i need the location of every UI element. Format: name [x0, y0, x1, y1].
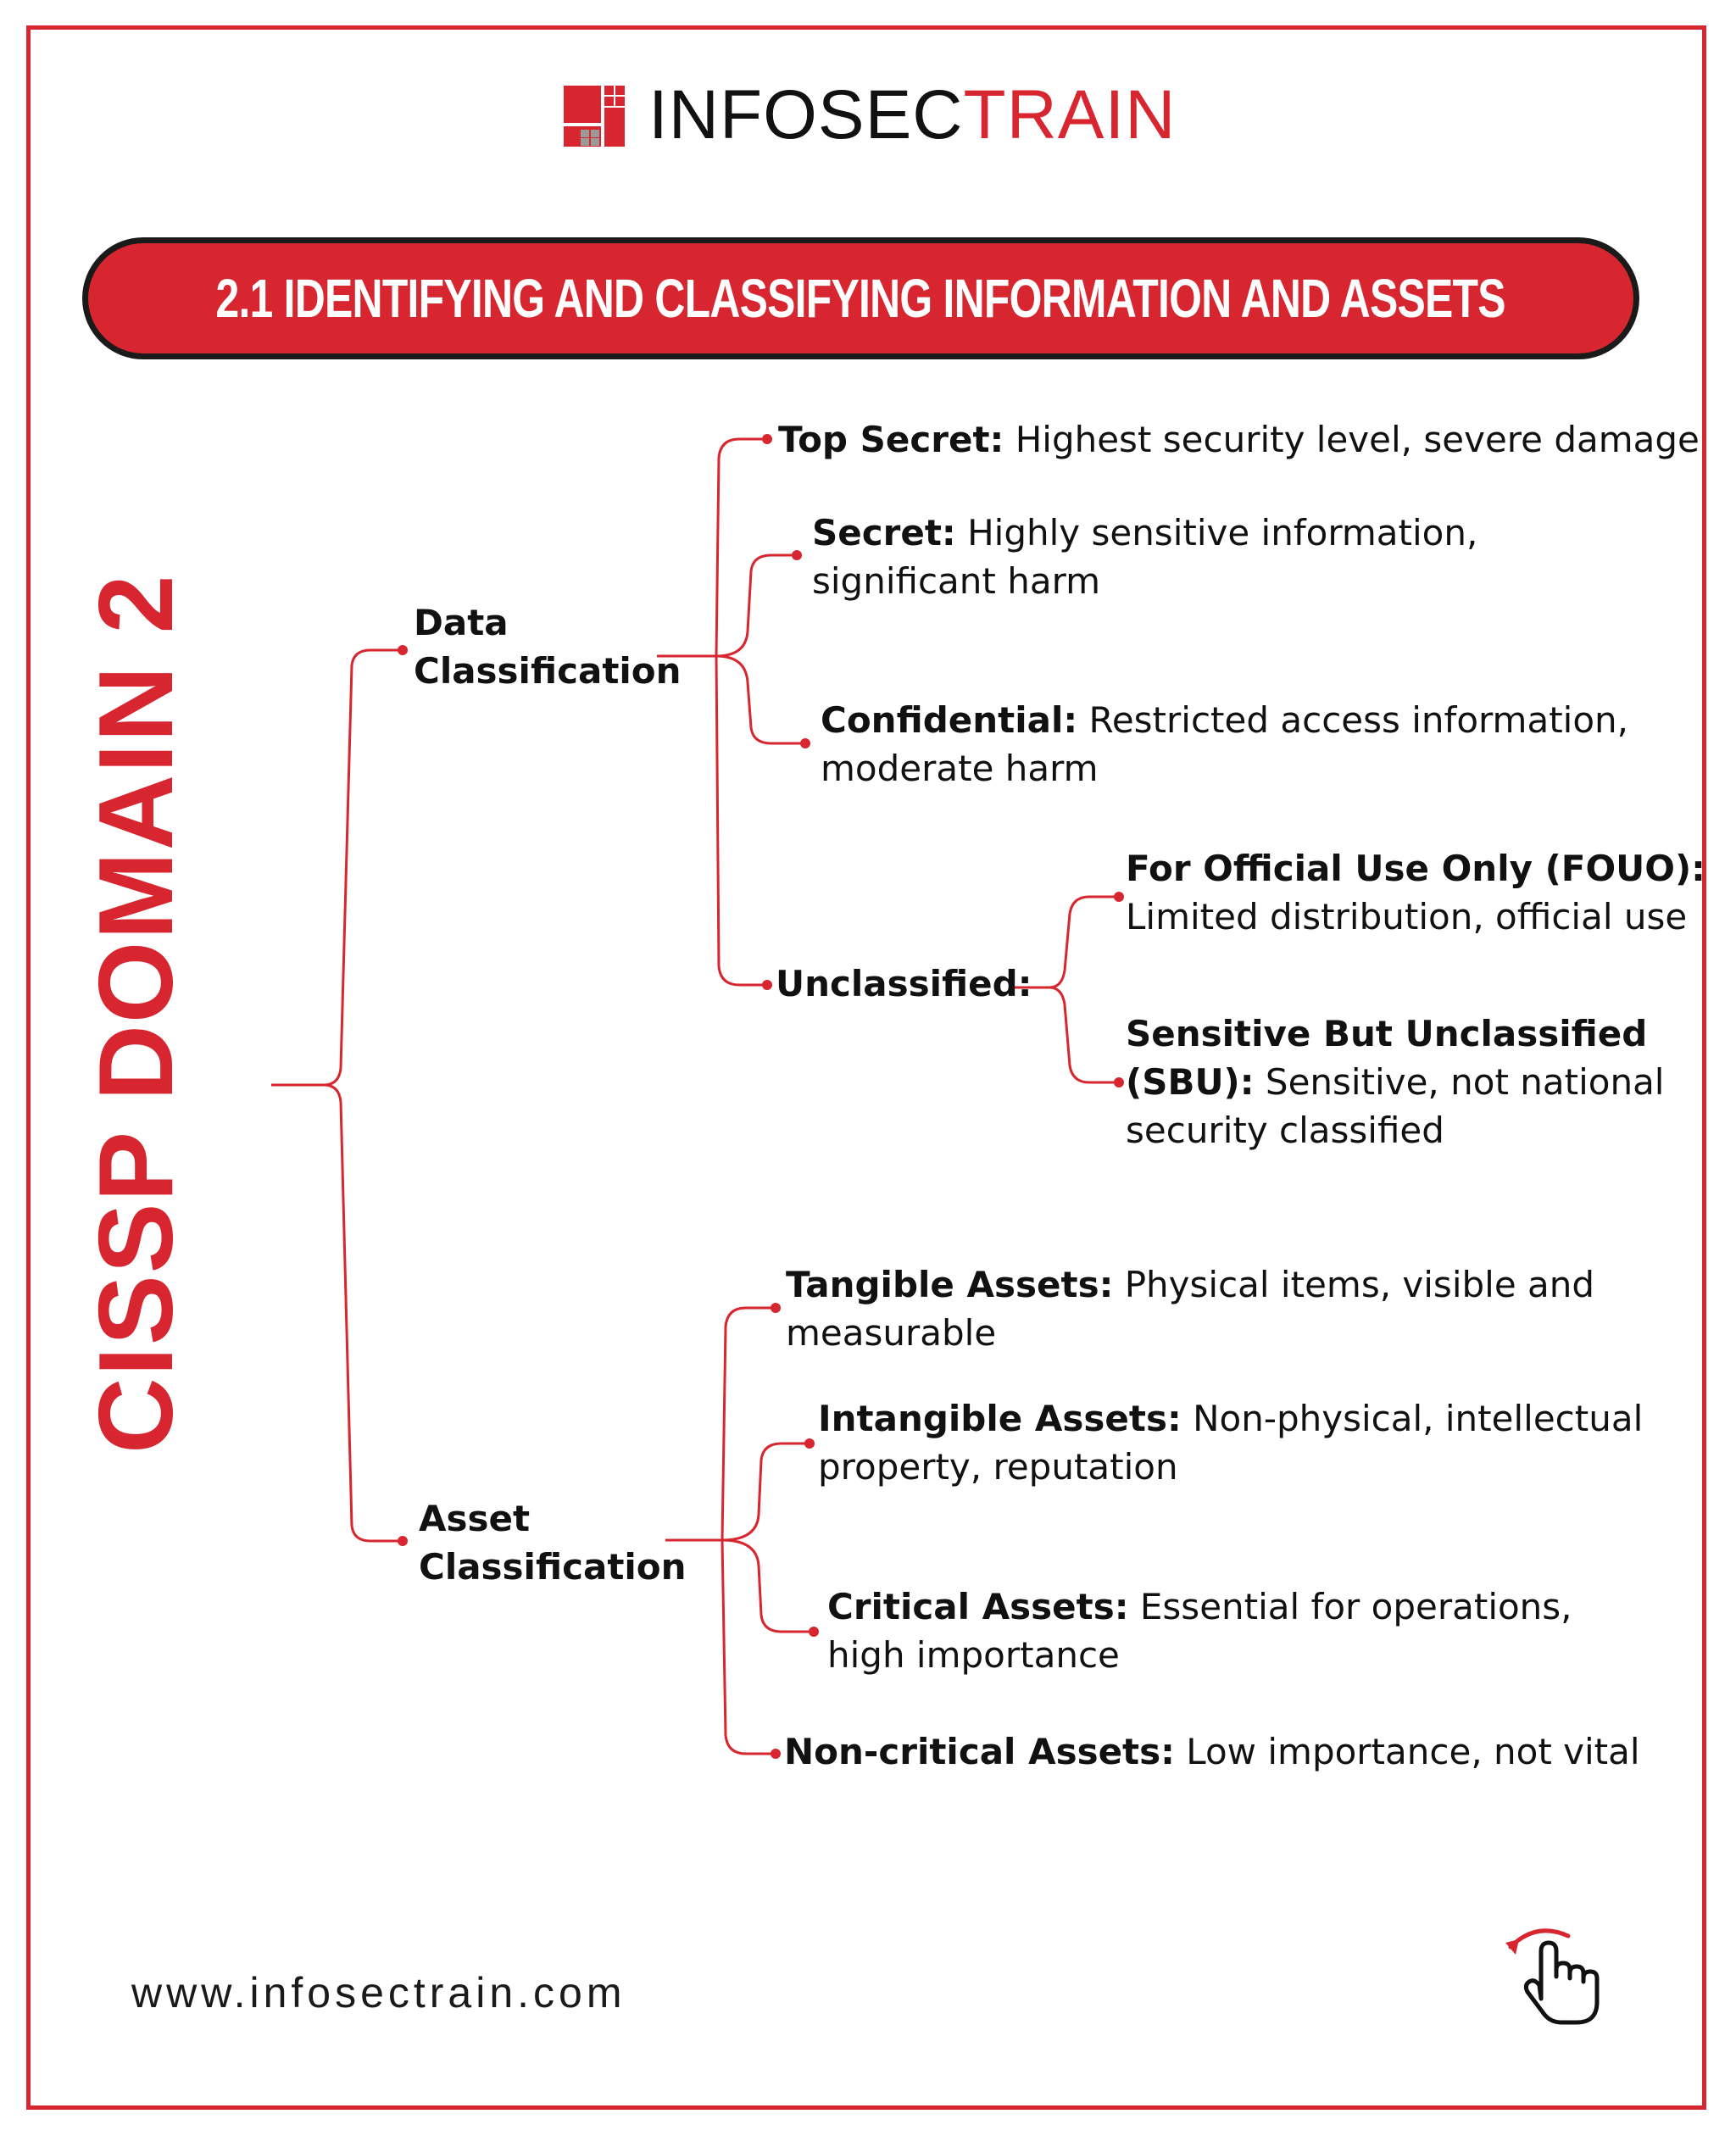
fouo-item [1126, 844, 1705, 941]
sbu-desc-line1: Sensitive, not national [1265, 1061, 1665, 1103]
sbu-term-line1: Sensitive But Unclassified [1126, 1013, 1648, 1054]
fouo-term: For Official Use Only (FOUO): [1126, 848, 1705, 889]
secret-item [812, 509, 1477, 605]
sbu-desc-line2: security classified [1126, 1110, 1444, 1151]
noncritical-assets-desc: Low importance, not vital [1186, 1731, 1640, 1772]
data-classification-label [414, 598, 682, 695]
brand-name-part2: TRAIN [963, 76, 1177, 153]
confidential-desc-line1: Restricted access information, [1088, 699, 1628, 741]
unclassified-label: Unclassified: [776, 963, 1032, 1004]
critical-assets-item [827, 1583, 1572, 1679]
intangible-assets-term: Intangible Assets: [818, 1398, 1182, 1439]
fouo-desc: Limited distribution, official use [1126, 896, 1688, 937]
brand-name-part1: INFOSEC [648, 76, 964, 153]
tangible-assets-term: Tangible Assets: [786, 1264, 1114, 1305]
critical-assets-term: Critical Assets: [827, 1586, 1129, 1627]
data-classification-line1: Data [414, 602, 509, 643]
tangible-assets-desc-line2: measurable [786, 1312, 997, 1354]
asset-classification-line1: Asset [419, 1498, 531, 1539]
data-classification-line2: Classification [414, 650, 682, 692]
asset-classification-label [419, 1494, 687, 1591]
noncritical-assets-item [784, 1727, 1640, 1776]
intangible-assets-desc-line1: Non-physical, intellectual [1193, 1398, 1644, 1439]
intangible-assets-item [818, 1394, 1643, 1491]
swipe-hand-icon [1502, 1917, 1604, 2028]
top-secret-term: Top Secret: [778, 419, 1004, 460]
secret-desc-line2: significant harm [812, 560, 1101, 602]
tangible-assets-item [786, 1260, 1594, 1357]
website-url[interactable]: www.infosectrain.com [131, 1969, 626, 2016]
intangible-assets-desc-line2: property, reputation [818, 1446, 1178, 1488]
confidential-item [821, 696, 1628, 793]
top-secret-desc: Highest security level, severe damage [1015, 419, 1700, 460]
sbu-term-line2: (SBU): [1126, 1061, 1255, 1103]
secret-term: Secret: [812, 512, 956, 553]
critical-assets-desc-line2: high importance [827, 1634, 1120, 1676]
noncritical-assets-term: Non-critical Assets: [784, 1731, 1175, 1772]
top-secret-item [778, 415, 1700, 464]
sbu-item [1126, 1010, 1664, 1154]
tangible-assets-desc-line1: Physical items, visible and [1124, 1264, 1595, 1305]
banner-title: 2.1 IDENTIFYING AND CLASSIFYING INFORMATION AND ASSETS [215, 268, 1506, 329]
confidential-term: Confidential: [821, 699, 1078, 741]
confidential-desc-line2: moderate harm [821, 748, 1099, 789]
asset-classification-line2: Classification [419, 1546, 687, 1588]
secret-desc-line1: Highly sensitive information, [967, 512, 1478, 553]
critical-assets-desc-line1: Essential for operations, [1139, 1586, 1572, 1627]
side-title: CISSP DOMAIN 2 [78, 573, 195, 1454]
